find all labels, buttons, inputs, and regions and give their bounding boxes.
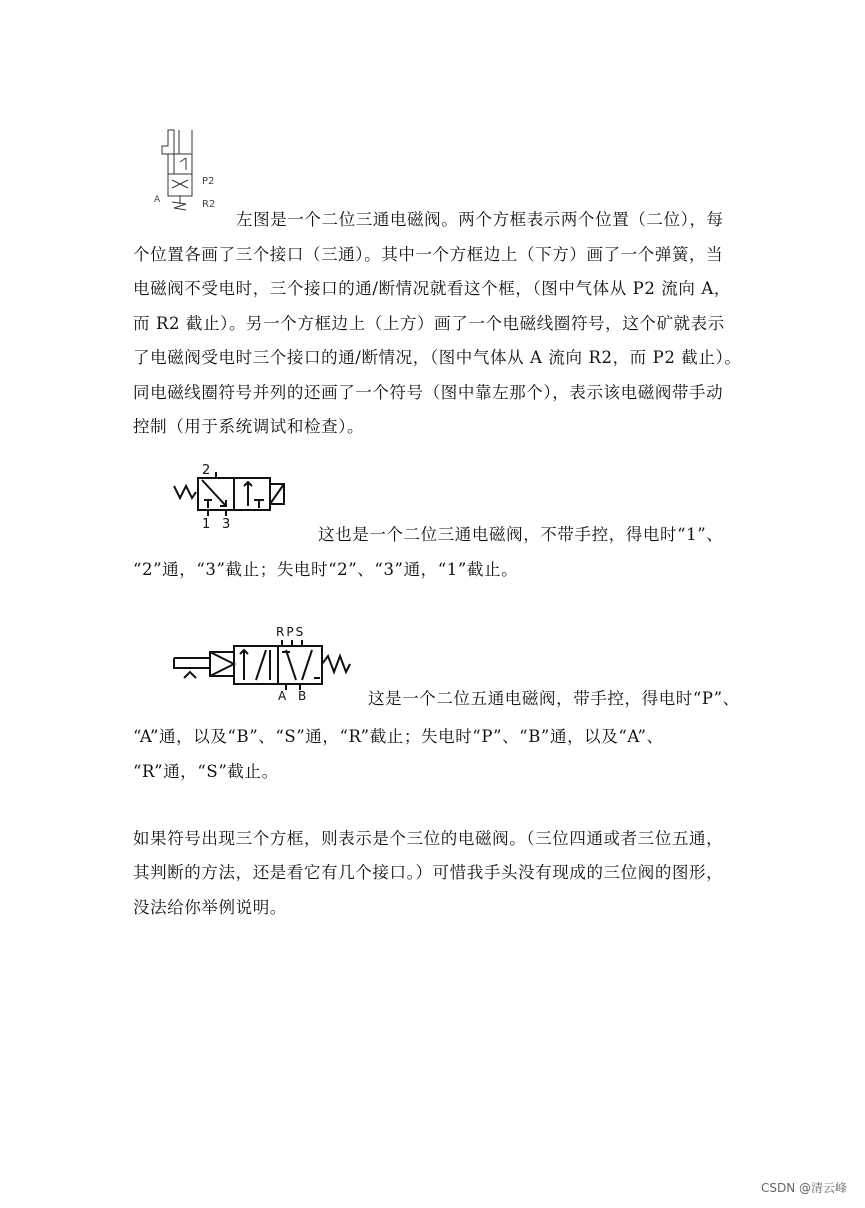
figure-valve-2-3-horizontal [130,462,300,534]
figure3-label-bottom: A B [278,689,311,703]
paragraph4-line: 如果符号出现三个方框，则表示是个三位的电磁阀。（三位四通或者三位五通， [133,829,724,848]
paragraph1-line: 而 R2 截止）。另一个方框边上（上方）画了一个电磁线圈符号，这个矿就表示 [133,314,725,333]
figure1-label-a: A [154,195,161,205]
paragraph1-line: 电磁阀不受电时，三个接口的通/断情况就看这个框，（图中气体从 P2 流向 A， [133,279,731,298]
figure2-label-1: 1 [202,517,211,532]
paragraph1-line: 了电磁阀受电时三个接口的通/断情况，（图中气体从 A 流向 R2，而 P2 截止）。 [133,348,742,367]
paragraph3-line: “R”通，“S”截止。 [133,762,279,781]
figure-valve-2-3-vertical [150,128,230,218]
paragraph1-line: 个位置各画了三个接口（三通）。其中一个方框边上（下方）画了一个弹簧，当 [133,245,724,264]
figure3-label-top: RPS [276,625,306,639]
figure2-label-top: 2 [202,463,211,478]
csdn-watermark: CSDN @清云峰 [760,1181,847,1195]
paragraph3-line: 这是一个二位五通电磁阀，带手控，得电时“P”、 [368,689,740,708]
figure1-label-p2: P2 [202,176,215,187]
paragraph2-line: “2”通，“3”截止；失电时“2”、“3”通，“1”截止。 [133,560,519,579]
paragraph1-line: 同电磁线圈符号并列的还画了一个符号（图中靠左那个），表示该电磁阀带手动 [133,383,724,402]
paragraph4-line: 其判断的方法，还是看它有几个接口。）可惜我手头没有现成的三位阀的图形， [133,863,724,882]
paragraph1-line: 左图是一个二位三通电磁阀。两个方框表示两个位置（二位），每 [236,210,724,229]
figure1-label-r2: R2 [202,199,216,210]
paragraph4-line: 没法给你举例说明。 [133,898,287,917]
paragraph2-line: 这也是一个二位三通电磁阀，不带手控，得电时“1”、 [318,525,724,544]
paragraph3-line: “A”通，以及“B”、“S”通，“R”截止；失电时“P”、“B”通，以及“A”、 [133,727,664,746]
paragraph1-line: 控制（用于系统调试和检查）。 [133,417,365,436]
figure2-label-3: 3 [222,517,231,532]
figure-valve-2-5 [132,596,367,704]
